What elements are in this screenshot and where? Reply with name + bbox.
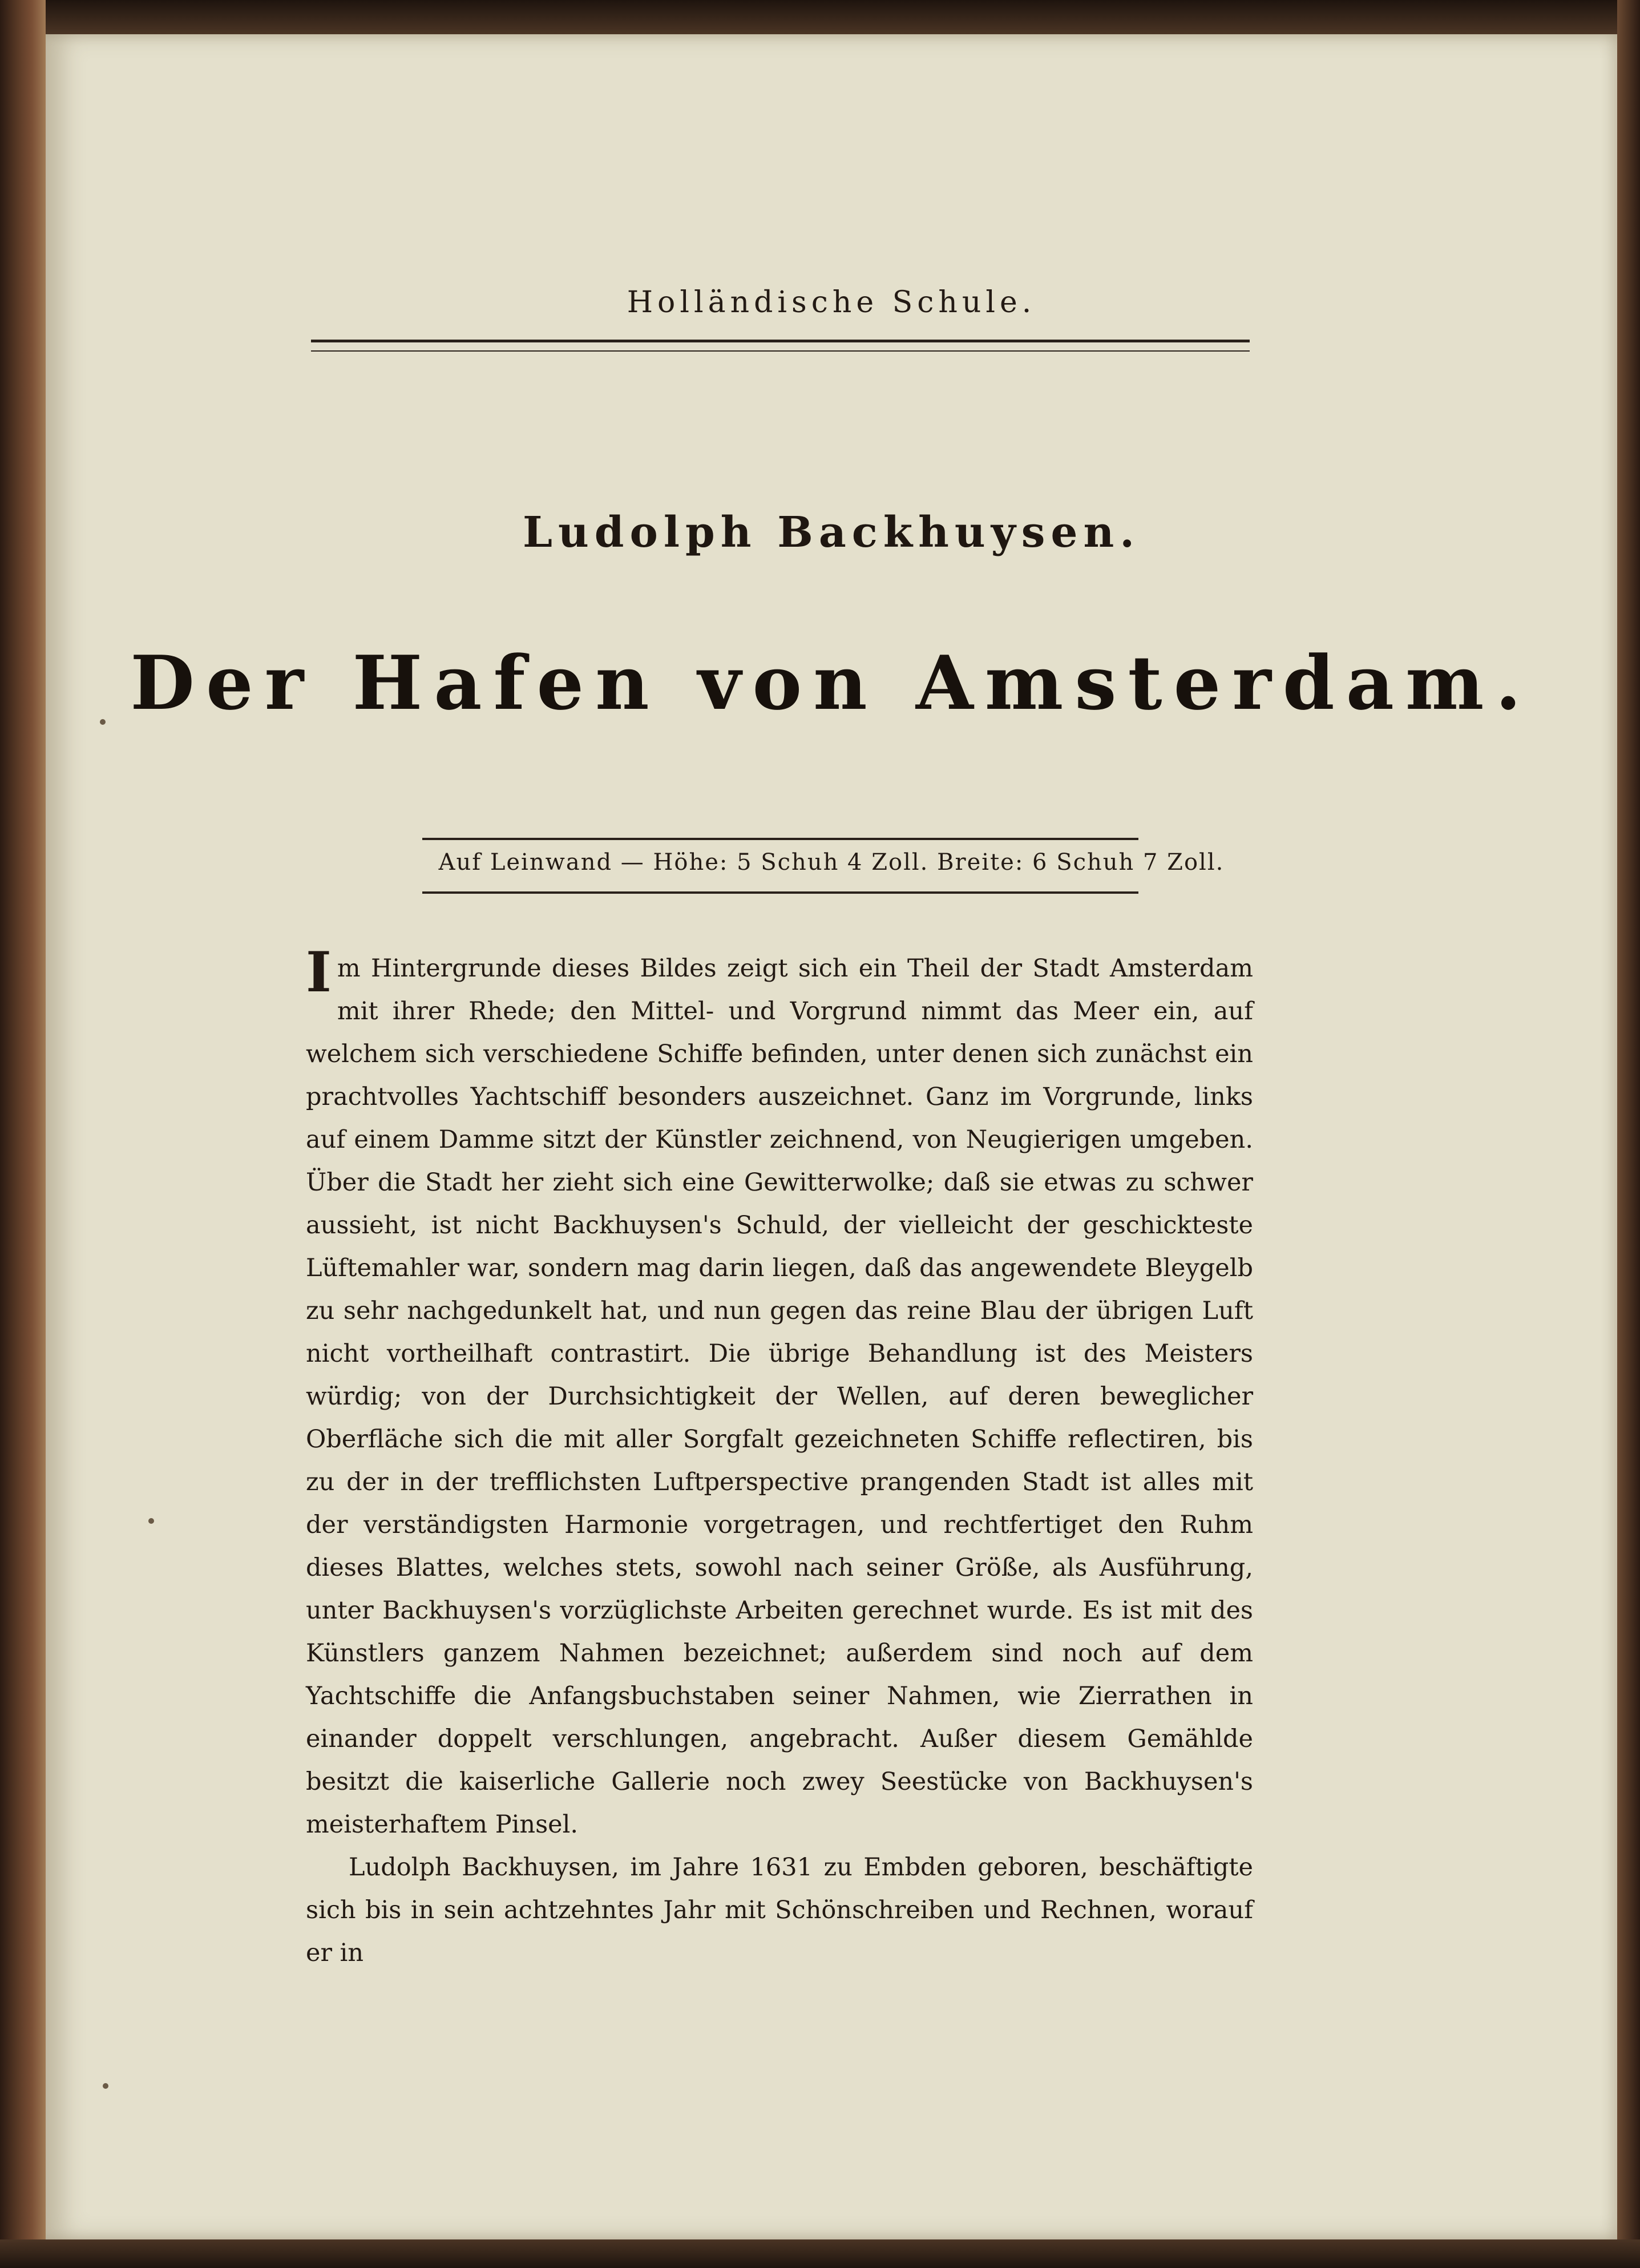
drop-capital: I	[306, 940, 332, 1004]
book-edge-right	[1617, 0, 1640, 2268]
header-double-rule	[311, 340, 1250, 352]
paragraph-1	[306, 940, 1253, 1846]
running-head: Holländische Schule.	[627, 285, 1036, 320]
paper-speck	[103, 2083, 108, 2089]
book-edge-top	[0, 0, 1640, 34]
measurement-line: Auf Leinwand — Höhe: 5 Schuh 4 Zoll. Breite: 6 Schuh 7 Zoll.	[438, 849, 1225, 875]
paragraph-2-text: Ludolph Backhuysen, im Jahre 1631 zu Embden geboren, beschäftigte sich bis in sein achtzehntes Jahr mit Schönschreiben und Rechnen, worauf er in	[306, 1853, 1253, 1967]
book-page	[46, 34, 1617, 2239]
body-text	[306, 940, 1253, 1975]
artwork-title: Der Hafen von Amsterdam.	[130, 639, 1533, 727]
artist-name: Ludolph Backhuysen.	[522, 508, 1141, 557]
paragraph-2	[306, 1846, 1253, 1975]
book-edge-bottom	[0, 2239, 1640, 2268]
paper-speck	[148, 1518, 154, 1524]
book-binding-left	[0, 0, 46, 2268]
paper-speck	[100, 719, 106, 725]
paragraph-1-text: m Hintergrunde dieses Bildes zeigt sich ein Theil der Stadt Amsterdam mit ihrer Rhede; den Mittel- und Vorgrund nimmt das Meer ein, auf welchem sich verschiedene Schiffe befinden, unter denen sich zunächst ein prachtvolles Yachtschiff besonders auszeichnet. Ganz im Vorgrunde, links auf einem Damme sitzt der Künstler zeichnend, von Neugierigen umgeben. Über die Stadt her zieht sich eine Gewitterwolke; daß sie etwas zu schwer aussieht, ist nicht Backhuysen's Schuld, der vielleicht der geschickteste Lüftemahler war, sondern mag darin liegen, daß das angewendete Bleygelb zu sehr nachgedunkelt hat, und nun gegen das reine Blau der übrigen Luft nicht vortheilhaft contrastirt. Die übrige Behandlung ist des Meisters würdig; von der Durchsichtigkeit der Wellen, auf deren beweglicher Oberfläche sich die mit aller Sorgfalt gezeichneten Schiffe reflectiren, bis zu der in der trefflichsten Luftperspective prangenden Stadt ist alles mit der verständigsten Harmonie vorgetragen, und rechtfertiget den Ruhm dieses Blattes, welches stets, sowohl nach seiner Größe, als Ausführung, unter Backhuysen's vorzüglichste Arbeiten gerechnet wurde. Es ist mit des Künstlers ganzem Nahmen bezeichnet; außerdem sind noch auf dem Yachtschiffe die Anfangsbuchstaben seiner Nahmen, wie Zierrathen in einander doppelt verschlungen, angebracht. Außer diesem Gemählde besitzt die kaiserliche Gallerie noch zwey Seestücke von Backhuysen's meisterhaftem Pinsel.	[306, 954, 1253, 1839]
